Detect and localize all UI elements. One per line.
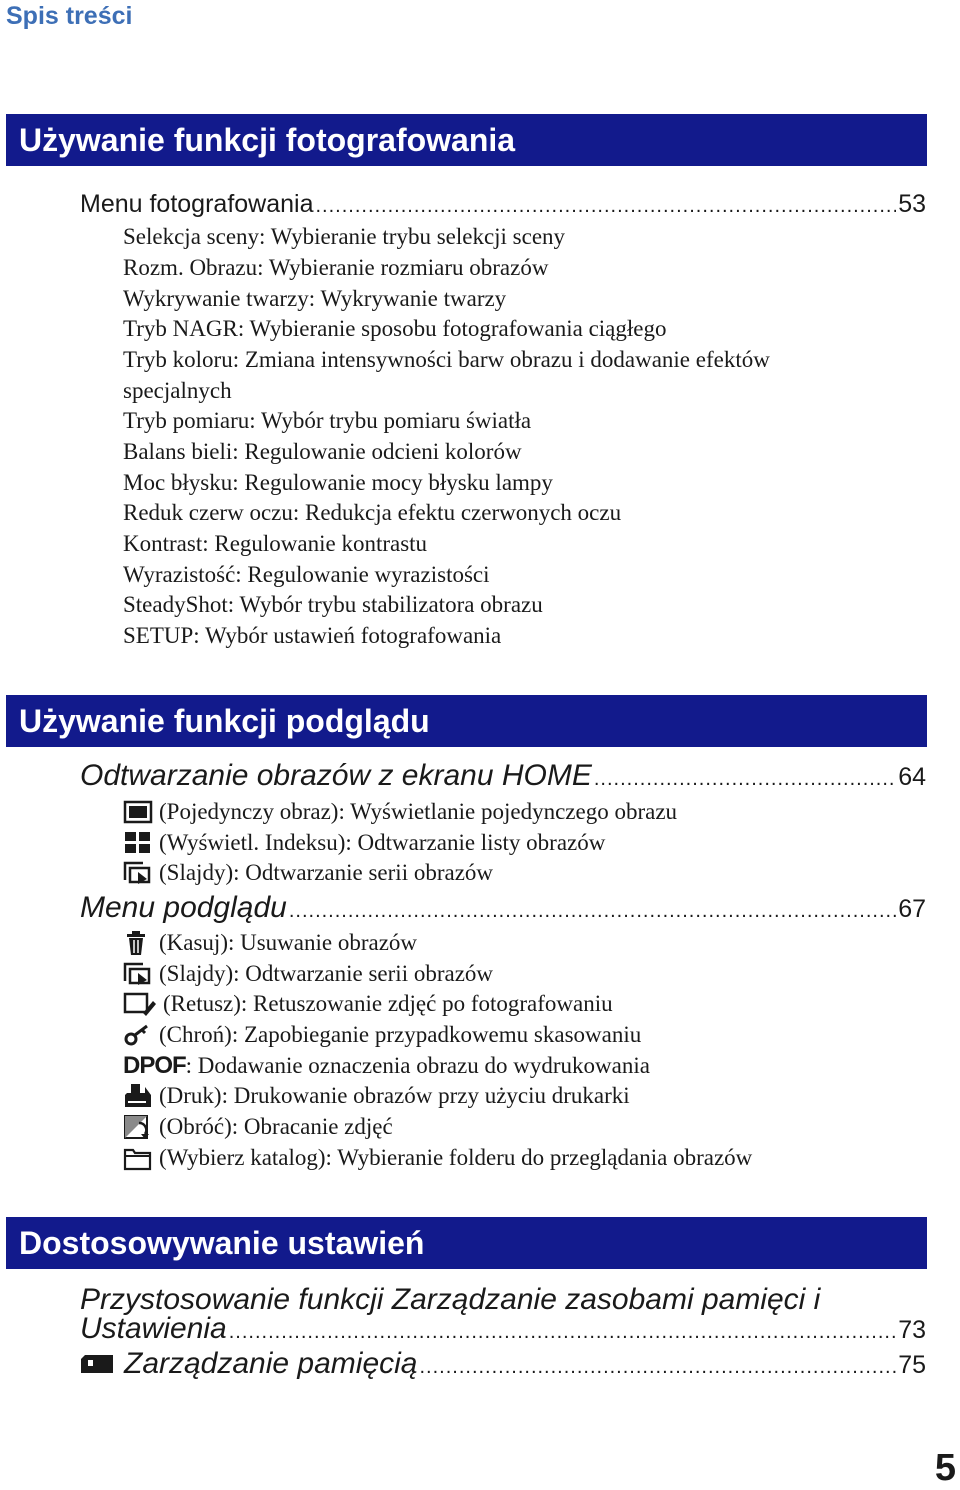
- toc-sub-item-text: (Slajdy): Odtwarzanie serii obrazów: [159, 860, 494, 885]
- memory-card-icon: [80, 1353, 114, 1375]
- toc-sub-item-text: (Chroń): Zapobieganie przypadkowemu skasowaniu: [159, 1022, 642, 1047]
- toc-sub-item: Reduk czerw oczu: Redukcja efektu czerwonych oczu: [123, 500, 622, 525]
- toc-sub-item: [123, 797, 677, 827]
- slideshow-icon: [123, 961, 153, 987]
- toc-sub-item: Moc błysku: Regulowanie mocy błysku lampy: [123, 470, 553, 495]
- protect-key-icon: [123, 1022, 153, 1048]
- toc-sub-item-text: (Slajdy): Odtwarzanie serii obrazów: [159, 961, 494, 986]
- retouch-icon: [123, 991, 157, 1017]
- toc-sub-item: [123, 1143, 752, 1173]
- toc-sub-item: Tryb NAGR: Wybieranie sposobu fotografowania ciągłego: [123, 316, 667, 341]
- toc-entry-page: 67: [898, 895, 926, 923]
- toc-entry-title: Ustawienia: [80, 1312, 227, 1345]
- toc-sub-item: Tryb koloru: Zmiana intensywności barw obrazu i dodawanie efektów: [123, 347, 770, 372]
- toc-sub-item-text: : Dodawanie oznaczenia obrazu do wydrukowania: [185, 1053, 650, 1078]
- toc-sub-item-text: (Kasuj): Usuwanie obrazów: [159, 930, 418, 955]
- toc-entry-title-line1: Przystosowanie funkcji Zarządzanie zasobami pamięci i: [80, 1283, 821, 1316]
- toc-sub-item-text: (Pojedynczy obraz): Wyświetlanie pojedynczego obrazu: [159, 799, 678, 824]
- page-header: Spis treści: [6, 2, 133, 30]
- folder-icon: [123, 1145, 153, 1171]
- index-view-icon: [123, 830, 153, 856]
- toc-sub-item-text: (Retusz): Retuszowanie zdjęć po fotografowaniu: [163, 991, 613, 1016]
- toc-sub-item: [123, 828, 605, 858]
- toc-sub-item-text: (Wybierz katalog): Wybieranie folderu do przeglądania obrazów: [159, 1145, 753, 1170]
- toc-sub-item: [123, 1112, 393, 1142]
- toc-sub-item-text: (Wyświetl. Indeksu): Odtwarzanie listy obrazów: [159, 830, 606, 855]
- page-number: 5: [934, 1447, 956, 1489]
- toc-entry-title: Odtwarzanie obrazów z ekranu HOME: [80, 759, 592, 792]
- toc-sub-item: Kontrast: Regulowanie kontrastu: [123, 531, 428, 556]
- toc-sub-item: [123, 928, 417, 958]
- toc-sub-item: SteadyShot: Wybór trybu stabilizatora obrazu: [123, 592, 543, 617]
- leader-dots: [315, 195, 896, 218]
- toc-entry-viewing-menu[interactable]: [80, 891, 926, 925]
- toc-sub-item-text: (Druk): Drukowanie obrazów przy użyciu drukarki: [159, 1083, 630, 1108]
- trash-icon: [123, 930, 153, 956]
- toc-sub-item: Balans bieli: Regulowanie odcieni kolorów: [123, 439, 522, 464]
- single-image-icon: [123, 799, 153, 825]
- toc-sub-item: [123, 858, 493, 888]
- toc-entry-page: 75: [898, 1351, 926, 1379]
- leader-dots: [419, 1356, 896, 1379]
- toc-sub-item: [123, 1051, 650, 1081]
- leader-dots: [229, 1321, 896, 1344]
- dpof-icon: DPOF: [123, 1052, 186, 1079]
- toc-sub-item: Selekcja sceny: Wybieranie trybu selekcji sceny: [123, 224, 566, 249]
- toc-sub-item-text: (Obróć): Obracanie zdjęć: [159, 1114, 393, 1139]
- section-heading-settings: Dostosowywanie ustawień: [6, 1217, 927, 1269]
- toc-entry-page: 73: [898, 1316, 926, 1344]
- toc-sub-item: [123, 1020, 641, 1050]
- toc-entry-title: Zarządzanie pamięcią: [124, 1347, 418, 1380]
- toc-sub-item: Tryb pomiaru: Wybór trybu pomiaru światła: [123, 408, 532, 433]
- leader-dots: [594, 768, 896, 791]
- toc-entry-memory-management[interactable]: [80, 1347, 926, 1381]
- toc-entry-title: Menu fotografowania: [80, 190, 314, 218]
- toc-sub-item: Wykrywanie twarzy: Wykrywanie twarzy: [123, 286, 507, 311]
- toc-sub-item: SETUP: Wybór ustawień fotografowania: [123, 623, 502, 648]
- toc-entry-page: 53: [898, 190, 926, 218]
- leader-dots: [289, 900, 896, 923]
- toc-sub-item: [123, 989, 613, 1019]
- section-heading-viewing: Używanie funkcji podglądu: [6, 695, 927, 747]
- rotate-icon: [123, 1114, 153, 1140]
- toc-sub-item: Wyrazistość: Regulowanie wyrazistości: [123, 562, 490, 587]
- toc-entry-title: Menu podglądu: [80, 891, 287, 924]
- toc-sub-item: [123, 1081, 630, 1111]
- toc-sub-item: Rozm. Obrazu: Wybieranie rozmiaru obrazów: [123, 255, 549, 280]
- toc-sub-item: [123, 959, 493, 989]
- toc-entry-shooting-menu[interactable]: [80, 190, 926, 219]
- toc-sub-item: specjalnych: [123, 378, 232, 403]
- print-icon: [123, 1083, 153, 1109]
- toc-entry-home-playback[interactable]: [80, 759, 926, 793]
- section-heading-shooting: Używanie funkcji fotografowania: [6, 114, 927, 166]
- toc-entry-page: 64: [898, 763, 926, 791]
- toc-entry-memory-settings[interactable]: [80, 1312, 926, 1346]
- slideshow-icon: [123, 860, 153, 886]
